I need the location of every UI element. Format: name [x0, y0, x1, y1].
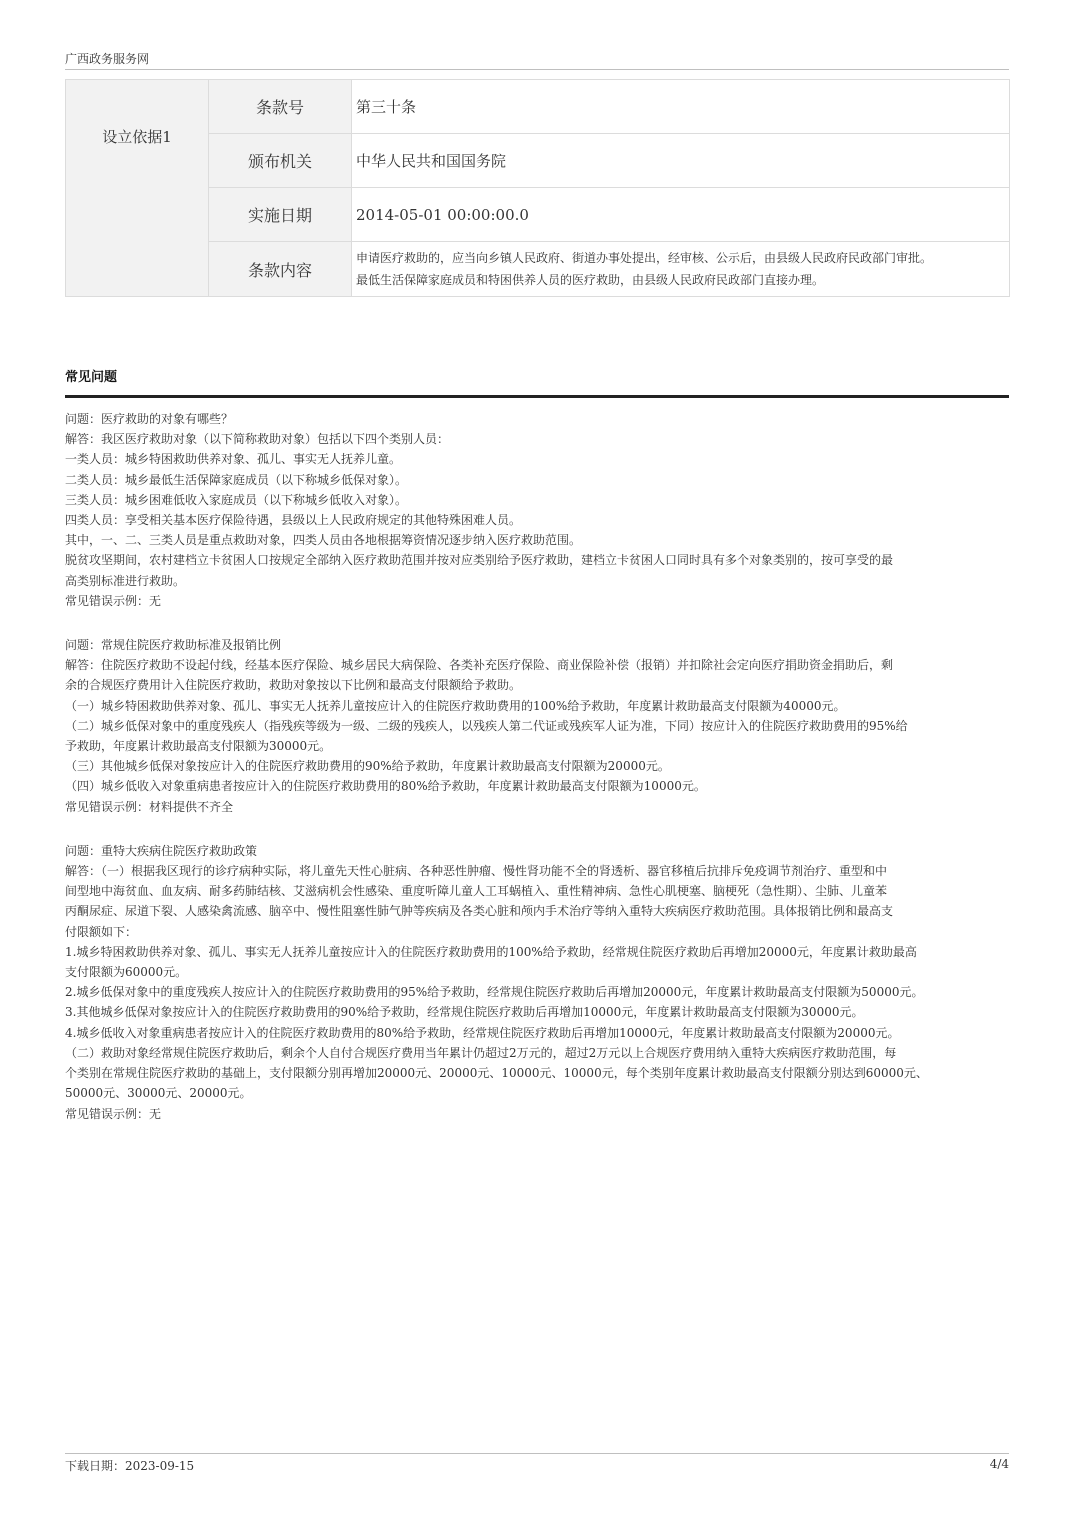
faq-line: 二类人员：城乡最低生活保障家庭成员（以下称城乡低保对象）。 [65, 472, 408, 487]
faq-line: 3.其他城乡低保对象按应计入的住院医疗救助费用的90%给予救助，经常规住院医疗救助后再增加10000元，年度累计救助最高支付限额为30000元。 [65, 1005, 864, 1020]
faq-line: 常见错误示例：无 [65, 593, 162, 608]
faq-list [65, 409, 1009, 1148]
faq-item [65, 841, 1009, 1124]
faq-line: 个类别在常规住院医疗救助的基础上，支付限额分别再增加20000元、20000元、10000元、10000元，每个类别年度累计救助最高支付限额分别达到60000元、 [65, 1066, 928, 1081]
issuing-authority-label: 颁布机关 [209, 134, 352, 188]
faq-line: 三类人员：城乡困难低收入家庭成员（以下称城乡低收入对象）。 [65, 492, 408, 507]
clause-content-value [352, 242, 1010, 297]
faq-line: 予救助，年度累计救助最高支付限额为30000元。 [65, 739, 332, 754]
faq-line: 4.城乡低收入对象重病患者按应计入的住院医疗救助费用的80%给予救助，经常规住院医疗救助后再增加10000元，年度累计救助最高支付限额为20000元。 [65, 1025, 900, 1040]
faq-line: 支付限额为60000元。 [65, 965, 188, 980]
clause-content-label: 条款内容 [209, 242, 352, 297]
faq-line: 2.城乡低保对象中的重度残疾人按应计入的住院医疗救助费用的95%给予救助，经常规住院医疗救助后再增加20000元，年度累计救助最高支付限额为50000元。 [65, 985, 924, 1000]
faq-line: 解答：住院医疗救助不设起付线，经基本医疗保险、城乡居民大病保险、各类补充医疗保险、商业保险补偿（报销）并扣除社会定向医疗捐助资金捐助后，剩 [65, 658, 894, 673]
faq-line: 间型地中海贫血、血友病、耐多药肺结核、艾滋病机会性感染、重度听障儿童人工耳蜗植入、重性精神病、急性心肌梗塞、脑梗死（急性期）、尘肺、儿童苯 [65, 884, 888, 899]
faq-line: 1.城乡特困救助供养对象、孤儿、事实无人抚养儿童按应计入的住院医疗救助费用的100%给予救助，经常规住院医疗救助后再增加20000元，年度累计救助最高 [65, 944, 917, 959]
faq-line: 常见错误示例：无 [65, 1106, 162, 1121]
faq-line: （四）城乡低收入对象重病患者按应计入的住院医疗救助费用的80%给予救助，年度累计救助最高支付限额为10000元。 [65, 779, 706, 794]
faq-line: （二）救助对象经常规住院医疗救助后，剩余个人自付合规医疗费用当年累计仍超过2万元的，超过2万元以上合规医疗费用纳入重特大疾病医疗救助范围，每 [65, 1045, 897, 1060]
clause-content-line: 申请医疗救助的，应当向乡镇人民政府、街道办事处提出，经审核、公示后，由县级人民政府民政部门审批。 [356, 251, 933, 265]
faq-line: 50000元、30000元、20000元。 [65, 1086, 252, 1101]
faq-line: 问题：常规住院医疗救助标准及报销比例 [65, 638, 282, 653]
faq-line: 脱贫攻坚期间，农村建档立卡贫困人口按规定全部纳入医疗救助范围并按对应类别给予医疗救助，建档立卡贫困人口同时具有多个对象类别的，按可享受的最 [65, 553, 894, 568]
faq-line: 其中，一、二、三类人员是重点救助对象，四类人员由各地根据筹资情况逐步纳入医疗救助范围。 [65, 533, 582, 548]
clause-number-value: 第三十条 [352, 80, 1010, 134]
effective-date-label: 实施日期 [209, 188, 352, 242]
clause-number-label: 条款号 [209, 80, 352, 134]
faq-line: 问题：医疗救助的对象有哪些？ [65, 412, 234, 426]
site-name: 广西政务服务网 [65, 52, 150, 66]
page-footer [65, 1453, 1009, 1474]
effective-date-value: 2014-05-01 00:00:00.0 [352, 188, 1010, 242]
faq-line: 问题：重特大疾病住院医疗救助政策 [65, 843, 258, 858]
faq-line: 余的合规医疗费用计入住院医疗救助，救助对象按以下比例和最高支付限额给予救助。 [65, 678, 522, 693]
basis-heading: 设立依据1 [66, 80, 209, 297]
faq-line: 付限额如下： [65, 924, 138, 939]
download-date: 下载日期：2023-09-15 [65, 1459, 195, 1473]
faq-line: 四类人员：享受相关基本医疗保险待遇，县级以上人民政府规定的其他特殊困难人员。 [65, 513, 522, 528]
clause-content-line: 最低生活保障家庭成员和特困供养人员的医疗救助，由县级人民政府民政部门直接办理。 [356, 273, 825, 287]
faq-line: 一类人员：城乡特困救助供养对象、孤儿、事实无人抚养儿童。 [65, 452, 402, 467]
issuing-authority-value: 中华人民共和国国务院 [352, 134, 1010, 188]
faq-line: （三）其他城乡低保对象按应计入的住院医疗救助费用的90%给予救助，年度累计救助最高支付限额为20000元。 [65, 759, 670, 774]
faq-line: 丙酮尿症、尿道下裂、人感染禽流感、脑卒中、慢性阻塞性肺气肿等疾病及各类心脏和颅内手术治疗等纳入重特大疾病医疗救助范围。具体报销比例和最高支 [65, 904, 894, 919]
faq-line: 常见错误示例：材料提供不齐全 [65, 799, 234, 814]
faq-section-title: 常见问题 [65, 366, 1009, 398]
page-header [65, 50, 1009, 70]
faq-line: （一）城乡特困救助供养对象、孤儿、事实无人抚养儿童按应计入的住院医疗救助费用的100%给予救助，年度累计救助最高支付限额为40000元。 [65, 698, 846, 713]
faq-line: 解答：（一）根据我区现行的诊疗病种实际，将儿童先天性心脏病、各种恶性肿瘤、慢性肾功能不全的肾透析、器官移植后抗排斥免疫调节剂治疗、重型和中 [65, 864, 888, 879]
basis-table [65, 79, 1010, 297]
page-number: 4/4 [989, 1457, 1009, 1471]
faq-line: （二）城乡低保对象中的重度残疾人（指残疾等级为一级、二级的残疾人，以残疾人第二代证或残疾军人证为准，下同）按应计入的住院医疗救助费用的95%给 [65, 718, 908, 733]
faq-item [65, 635, 1009, 817]
faq-line: 高类别标准进行救助。 [65, 573, 186, 588]
faq-line: 解答：我区医疗救助对象（以下简称救助对象）包括以下四个类别人员： [65, 432, 450, 447]
faq-item [65, 409, 1009, 611]
